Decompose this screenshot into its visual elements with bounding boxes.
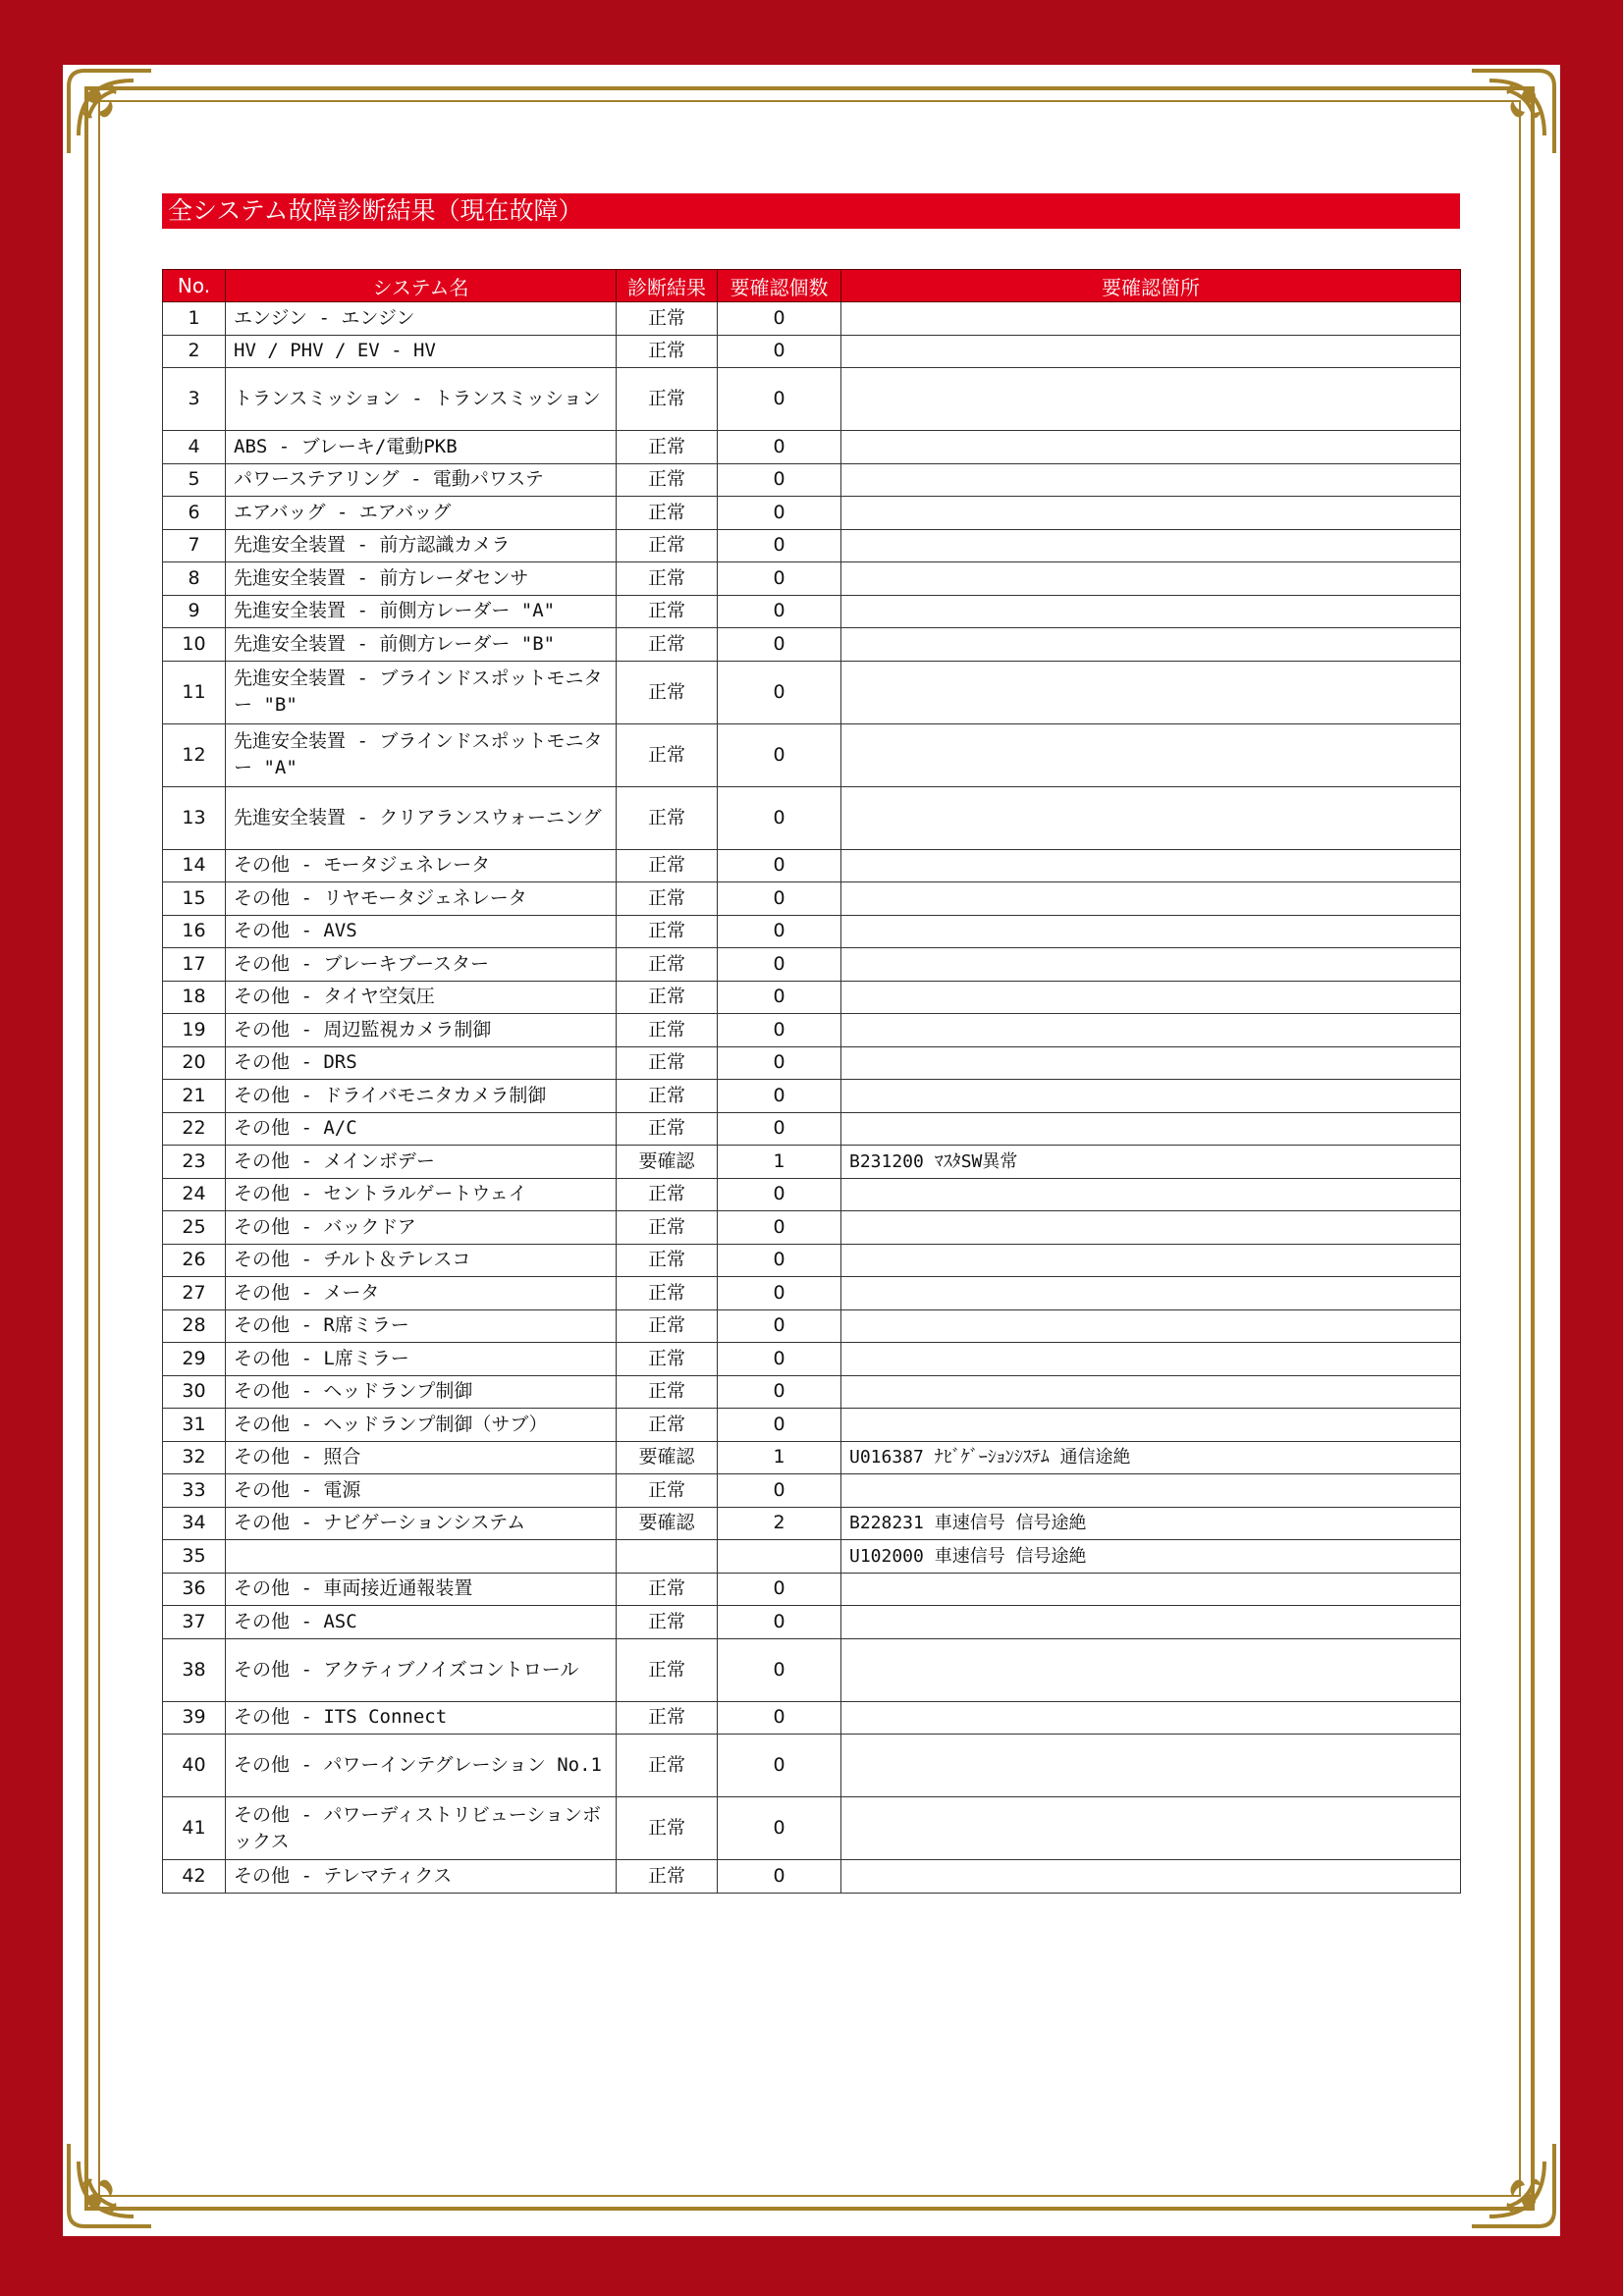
cell-system-name: その他 - 周辺監視カメラ制御 <box>226 1014 617 1047</box>
cell-no: 3 <box>163 368 226 431</box>
cell-count: 0 <box>718 948 841 982</box>
cell-count: 0 <box>718 628 841 662</box>
cell-result: 正常 <box>617 948 718 982</box>
cell-no: 11 <box>163 661 226 723</box>
cell-count: 0 <box>718 335 841 368</box>
cell-result: 正常 <box>617 786 718 849</box>
cell-system-name: その他 - メータ <box>226 1277 617 1310</box>
cell-result: 正常 <box>617 1797 718 1860</box>
table-row <box>163 882 1461 916</box>
page-title: 全システム故障診断結果（現在故障） <box>162 193 1460 229</box>
corner-ornament-icon <box>1468 2140 1558 2230</box>
table-row <box>163 1735 1461 1797</box>
table-row <box>163 723 1461 786</box>
cell-location: U016387 ﾅﾋﾞｹﾞｰｼｮﾝｼｽﾃﾑ 通信途絶 <box>841 1441 1461 1474</box>
header-result: 診断結果 <box>617 270 718 302</box>
cell-no: 9 <box>163 595 226 628</box>
cell-result: 正常 <box>617 1343 718 1376</box>
cell-location <box>841 1080 1461 1113</box>
cell-no: 40 <box>163 1735 226 1797</box>
cell-location <box>841 849 1461 882</box>
cell-no: 5 <box>163 463 226 497</box>
cell-result: 正常 <box>617 431 718 464</box>
cell-system-name <box>226 1540 617 1574</box>
header-no: No. <box>163 270 226 302</box>
cell-result: 正常 <box>617 368 718 431</box>
cell-result: 正常 <box>617 661 718 723</box>
table-row <box>163 1146 1461 1179</box>
cell-system-name: その他 - L席ミラー <box>226 1343 617 1376</box>
cell-result: 正常 <box>617 335 718 368</box>
table-row <box>163 1507 1461 1540</box>
table-body <box>163 302 1461 1894</box>
cell-no: 13 <box>163 786 226 849</box>
cell-count: 0 <box>718 1211 841 1245</box>
table-row <box>163 1211 1461 1245</box>
cell-location <box>841 1797 1461 1860</box>
cell-location <box>841 1178 1461 1211</box>
cell-no: 38 <box>163 1638 226 1701</box>
cell-location <box>841 786 1461 849</box>
cell-system-name: その他 - DRS <box>226 1046 617 1080</box>
cell-result: 正常 <box>617 849 718 882</box>
table-row <box>163 562 1461 596</box>
cell-no: 10 <box>163 628 226 662</box>
table-row <box>163 497 1461 530</box>
cell-no: 28 <box>163 1309 226 1343</box>
cell-system-name: エンジン - エンジン <box>226 302 617 336</box>
cell-result: 正常 <box>617 1046 718 1080</box>
cell-system-name: トランスミッション - トランスミッション <box>226 368 617 431</box>
cell-no: 16 <box>163 915 226 948</box>
header-location: 要確認箇所 <box>841 270 1461 302</box>
cell-system-name: 先進安全装置 - クリアランスウォーニング <box>226 786 617 849</box>
cell-location <box>841 1309 1461 1343</box>
cell-count: 0 <box>718 1080 841 1113</box>
cell-system-name: ABS - ブレーキ/電動PKB <box>226 431 617 464</box>
cell-system-name: 先進安全装置 - 前方認識カメラ <box>226 529 617 562</box>
cell-system-name: その他 - A/C <box>226 1112 617 1146</box>
table-row <box>163 1701 1461 1735</box>
cell-no: 36 <box>163 1573 226 1606</box>
table-row <box>163 981 1461 1014</box>
table-row <box>163 1309 1461 1343</box>
cell-result: 正常 <box>617 1277 718 1310</box>
cell-count: 0 <box>718 368 841 431</box>
cell-count: 0 <box>718 1244 841 1277</box>
header-system-name: システム名 <box>226 270 617 302</box>
cell-location <box>841 882 1461 916</box>
cell-location <box>841 1112 1461 1146</box>
cell-system-name: 先進安全装置 - 前側方レーダー "B" <box>226 628 617 662</box>
cell-system-name: パワーステアリング - 電動パワステ <box>226 463 617 497</box>
cell-system-name: その他 - セントラルゲートウェイ <box>226 1178 617 1211</box>
cell-system-name: その他 - アクティブノイズコントロール <box>226 1638 617 1701</box>
cell-result: 正常 <box>617 1409 718 1442</box>
cell-location <box>841 562 1461 596</box>
table-row <box>163 628 1461 662</box>
cell-count: 0 <box>718 463 841 497</box>
table-row <box>163 1178 1461 1211</box>
cell-result: 正常 <box>617 463 718 497</box>
cell-system-name: その他 - テレマティクス <box>226 1860 617 1894</box>
cell-no: 23 <box>163 1146 226 1179</box>
cell-no: 22 <box>163 1112 226 1146</box>
cell-result: 正常 <box>617 562 718 596</box>
cell-count <box>718 1540 841 1574</box>
table-row <box>163 368 1461 431</box>
cell-result: 正常 <box>617 882 718 916</box>
table-row <box>163 463 1461 497</box>
table-row <box>163 335 1461 368</box>
cell-location <box>841 1211 1461 1245</box>
cell-count: 0 <box>718 1309 841 1343</box>
cell-system-name: 先進安全装置 - 前方レーダセンサ <box>226 562 617 596</box>
cell-count: 0 <box>718 1606 841 1639</box>
table-row <box>163 915 1461 948</box>
cell-system-name: その他 - 電源 <box>226 1474 617 1508</box>
cell-count: 0 <box>718 915 841 948</box>
cell-system-name: 先進安全装置 - ブラインドスポットモニター "B" <box>226 661 617 723</box>
cell-system-name: その他 - 照合 <box>226 1441 617 1474</box>
cell-no: 19 <box>163 1014 226 1047</box>
cell-count: 0 <box>718 562 841 596</box>
cell-system-name: その他 - モータジェネレータ <box>226 849 617 882</box>
cell-result <box>617 1540 718 1574</box>
cell-location <box>841 431 1461 464</box>
cell-location <box>841 497 1461 530</box>
cell-location <box>841 1244 1461 1277</box>
cell-location <box>841 628 1461 662</box>
cell-location <box>841 1277 1461 1310</box>
cell-result: 正常 <box>617 1211 718 1245</box>
cell-result: 正常 <box>617 1244 718 1277</box>
cell-count: 0 <box>718 431 841 464</box>
cell-no: 35 <box>163 1540 226 1574</box>
cell-no: 8 <box>163 562 226 596</box>
cell-no: 2 <box>163 335 226 368</box>
cell-location: U102000 車速信号 信号途絶 <box>841 1540 1461 1574</box>
cell-system-name: その他 - 車両接近通報装置 <box>226 1573 617 1606</box>
cell-location <box>841 1573 1461 1606</box>
cell-count: 0 <box>718 1375 841 1409</box>
cell-no: 34 <box>163 1507 226 1540</box>
cell-no: 17 <box>163 948 226 982</box>
cell-no: 27 <box>163 1277 226 1310</box>
cell-location <box>841 723 1461 786</box>
cell-location <box>841 302 1461 336</box>
cell-result: 正常 <box>617 628 718 662</box>
cell-location <box>841 1701 1461 1735</box>
cell-system-name: 先進安全装置 - ブラインドスポットモニター "A" <box>226 723 617 786</box>
cell-location <box>841 1014 1461 1047</box>
cell-no: 20 <box>163 1046 226 1080</box>
cell-system-name: その他 - チルト＆テレスコ <box>226 1244 617 1277</box>
cell-location <box>841 1343 1461 1376</box>
cell-result: 正常 <box>617 723 718 786</box>
cell-count: 0 <box>718 661 841 723</box>
cell-count: 0 <box>718 1178 841 1211</box>
cell-location <box>841 948 1461 982</box>
cell-no: 33 <box>163 1474 226 1508</box>
cell-no: 7 <box>163 529 226 562</box>
cell-count: 0 <box>718 849 841 882</box>
cell-count: 0 <box>718 882 841 916</box>
cell-location <box>841 1375 1461 1409</box>
cell-system-name: HV / PHV / EV - HV <box>226 335 617 368</box>
cell-result: 正常 <box>617 1701 718 1735</box>
cell-location <box>841 595 1461 628</box>
cell-system-name: その他 - ヘッドランプ制御（サブ） <box>226 1409 617 1442</box>
cell-no: 15 <box>163 882 226 916</box>
cell-system-name: その他 - AVS <box>226 915 617 948</box>
table-header-row <box>163 270 1461 302</box>
cell-no: 25 <box>163 1211 226 1245</box>
cell-count: 0 <box>718 1112 841 1146</box>
cell-count: 0 <box>718 595 841 628</box>
cell-result: 正常 <box>617 497 718 530</box>
corner-ornament-icon <box>65 67 155 157</box>
table-row <box>163 1080 1461 1113</box>
cell-no: 42 <box>163 1860 226 1894</box>
cell-system-name: その他 - ASC <box>226 1606 617 1639</box>
cell-no: 4 <box>163 431 226 464</box>
table-row <box>163 529 1461 562</box>
cell-location <box>841 661 1461 723</box>
table-row <box>163 1797 1461 1860</box>
table-row <box>163 1244 1461 1277</box>
cell-no: 39 <box>163 1701 226 1735</box>
cell-result: 要確認 <box>617 1441 718 1474</box>
cell-result: 正常 <box>617 1860 718 1894</box>
cell-location <box>841 1409 1461 1442</box>
cell-no: 12 <box>163 723 226 786</box>
table-row <box>163 1409 1461 1442</box>
cell-system-name: その他 - ナビゲーションシステム <box>226 1507 617 1540</box>
table-row <box>163 1474 1461 1508</box>
table-row <box>163 1540 1461 1574</box>
cell-result: 正常 <box>617 1573 718 1606</box>
cell-location <box>841 1606 1461 1639</box>
table-row <box>163 1860 1461 1894</box>
cell-no: 30 <box>163 1375 226 1409</box>
cell-result: 正常 <box>617 1309 718 1343</box>
cell-system-name: その他 - タイヤ空気圧 <box>226 981 617 1014</box>
cell-no: 24 <box>163 1178 226 1211</box>
cell-location <box>841 1735 1461 1797</box>
cell-count: 0 <box>718 1474 841 1508</box>
cell-location <box>841 915 1461 948</box>
cell-result: 正常 <box>617 1474 718 1508</box>
cell-count: 2 <box>718 1507 841 1540</box>
cell-count: 0 <box>718 1797 841 1860</box>
table-row <box>163 595 1461 628</box>
cell-system-name: その他 - リヤモータジェネレータ <box>226 882 617 916</box>
cell-no: 41 <box>163 1797 226 1860</box>
table-row <box>163 661 1461 723</box>
cell-no: 1 <box>163 302 226 336</box>
table-row <box>163 431 1461 464</box>
cell-location <box>841 1638 1461 1701</box>
cell-count: 0 <box>718 1860 841 1894</box>
cell-result: 正常 <box>617 302 718 336</box>
table-row <box>163 1638 1461 1701</box>
table-row <box>163 1606 1461 1639</box>
cell-count: 0 <box>718 1343 841 1376</box>
cell-count: 0 <box>718 1014 841 1047</box>
cell-no: 37 <box>163 1606 226 1639</box>
cell-result: 正常 <box>617 1178 718 1211</box>
table-row <box>163 786 1461 849</box>
cell-system-name: その他 - パワーインテグレーション No.1 <box>226 1735 617 1797</box>
cell-system-name: 先進安全装置 - 前側方レーダー "A" <box>226 595 617 628</box>
corner-ornament-icon <box>65 2140 155 2230</box>
cell-count: 0 <box>718 1638 841 1701</box>
cell-count: 0 <box>718 1701 841 1735</box>
cell-count: 0 <box>718 302 841 336</box>
cell-result: 正常 <box>617 595 718 628</box>
cell-count: 0 <box>718 1573 841 1606</box>
cell-count: 0 <box>718 786 841 849</box>
cell-no: 21 <box>163 1080 226 1113</box>
diagnosis-table <box>162 269 1461 1894</box>
cell-no: 14 <box>163 849 226 882</box>
table-row <box>163 1112 1461 1146</box>
cell-system-name: その他 - パワーディストリビューションボックス <box>226 1797 617 1860</box>
corner-ornament-icon <box>1468 67 1558 157</box>
cell-count: 0 <box>718 1735 841 1797</box>
cell-count: 0 <box>718 1409 841 1442</box>
cell-location <box>841 1474 1461 1508</box>
cell-location <box>841 981 1461 1014</box>
cell-result: 正常 <box>617 529 718 562</box>
cell-no: 18 <box>163 981 226 1014</box>
cell-no: 29 <box>163 1343 226 1376</box>
cell-count: 0 <box>718 529 841 562</box>
cell-count: 0 <box>718 723 841 786</box>
cell-result: 正常 <box>617 1638 718 1701</box>
table-row <box>163 1441 1461 1474</box>
cell-count: 0 <box>718 981 841 1014</box>
cell-system-name: その他 - ヘッドランプ制御 <box>226 1375 617 1409</box>
cell-count: 0 <box>718 1046 841 1080</box>
cell-system-name: その他 - メインボデー <box>226 1146 617 1179</box>
cell-location <box>841 1860 1461 1894</box>
cell-count: 1 <box>718 1441 841 1474</box>
cell-system-name: その他 - ブレーキブースター <box>226 948 617 982</box>
table-row <box>163 1343 1461 1376</box>
cell-location <box>841 368 1461 431</box>
cell-no: 6 <box>163 497 226 530</box>
cell-result: 正常 <box>617 1080 718 1113</box>
cell-result: 正常 <box>617 1014 718 1047</box>
cell-system-name: その他 - ドライバモニタカメラ制御 <box>226 1080 617 1113</box>
cell-result: 要確認 <box>617 1146 718 1179</box>
table-row <box>163 1014 1461 1047</box>
cell-location <box>841 529 1461 562</box>
table-row <box>163 948 1461 982</box>
cell-result: 正常 <box>617 1735 718 1797</box>
cell-location: B231200 ﾏｽﾀSW異常 <box>841 1146 1461 1179</box>
cell-no: 26 <box>163 1244 226 1277</box>
cell-system-name: エアバッグ - エアバッグ <box>226 497 617 530</box>
cell-result: 正常 <box>617 1606 718 1639</box>
cell-no: 32 <box>163 1441 226 1474</box>
cell-system-name: その他 - ITS Connect <box>226 1701 617 1735</box>
table-row <box>163 302 1461 336</box>
cell-location <box>841 1046 1461 1080</box>
table-row <box>163 849 1461 882</box>
table-row <box>163 1573 1461 1606</box>
cell-result: 要確認 <box>617 1507 718 1540</box>
cell-count: 0 <box>718 1277 841 1310</box>
cell-result: 正常 <box>617 1375 718 1409</box>
cell-result: 正常 <box>617 981 718 1014</box>
cell-system-name: その他 - バックドア <box>226 1211 617 1245</box>
cell-count: 1 <box>718 1146 841 1179</box>
cell-count: 0 <box>718 497 841 530</box>
cell-system-name: その他 - R席ミラー <box>226 1309 617 1343</box>
cell-location <box>841 335 1461 368</box>
cell-no: 31 <box>163 1409 226 1442</box>
cell-result: 正常 <box>617 1112 718 1146</box>
cell-result: 正常 <box>617 915 718 948</box>
table-row <box>163 1046 1461 1080</box>
header-count: 要確認個数 <box>718 270 841 302</box>
cell-location: B228231 車速信号 信号途絶 <box>841 1507 1461 1540</box>
cell-location <box>841 463 1461 497</box>
table-row <box>163 1375 1461 1409</box>
table-row <box>163 1277 1461 1310</box>
